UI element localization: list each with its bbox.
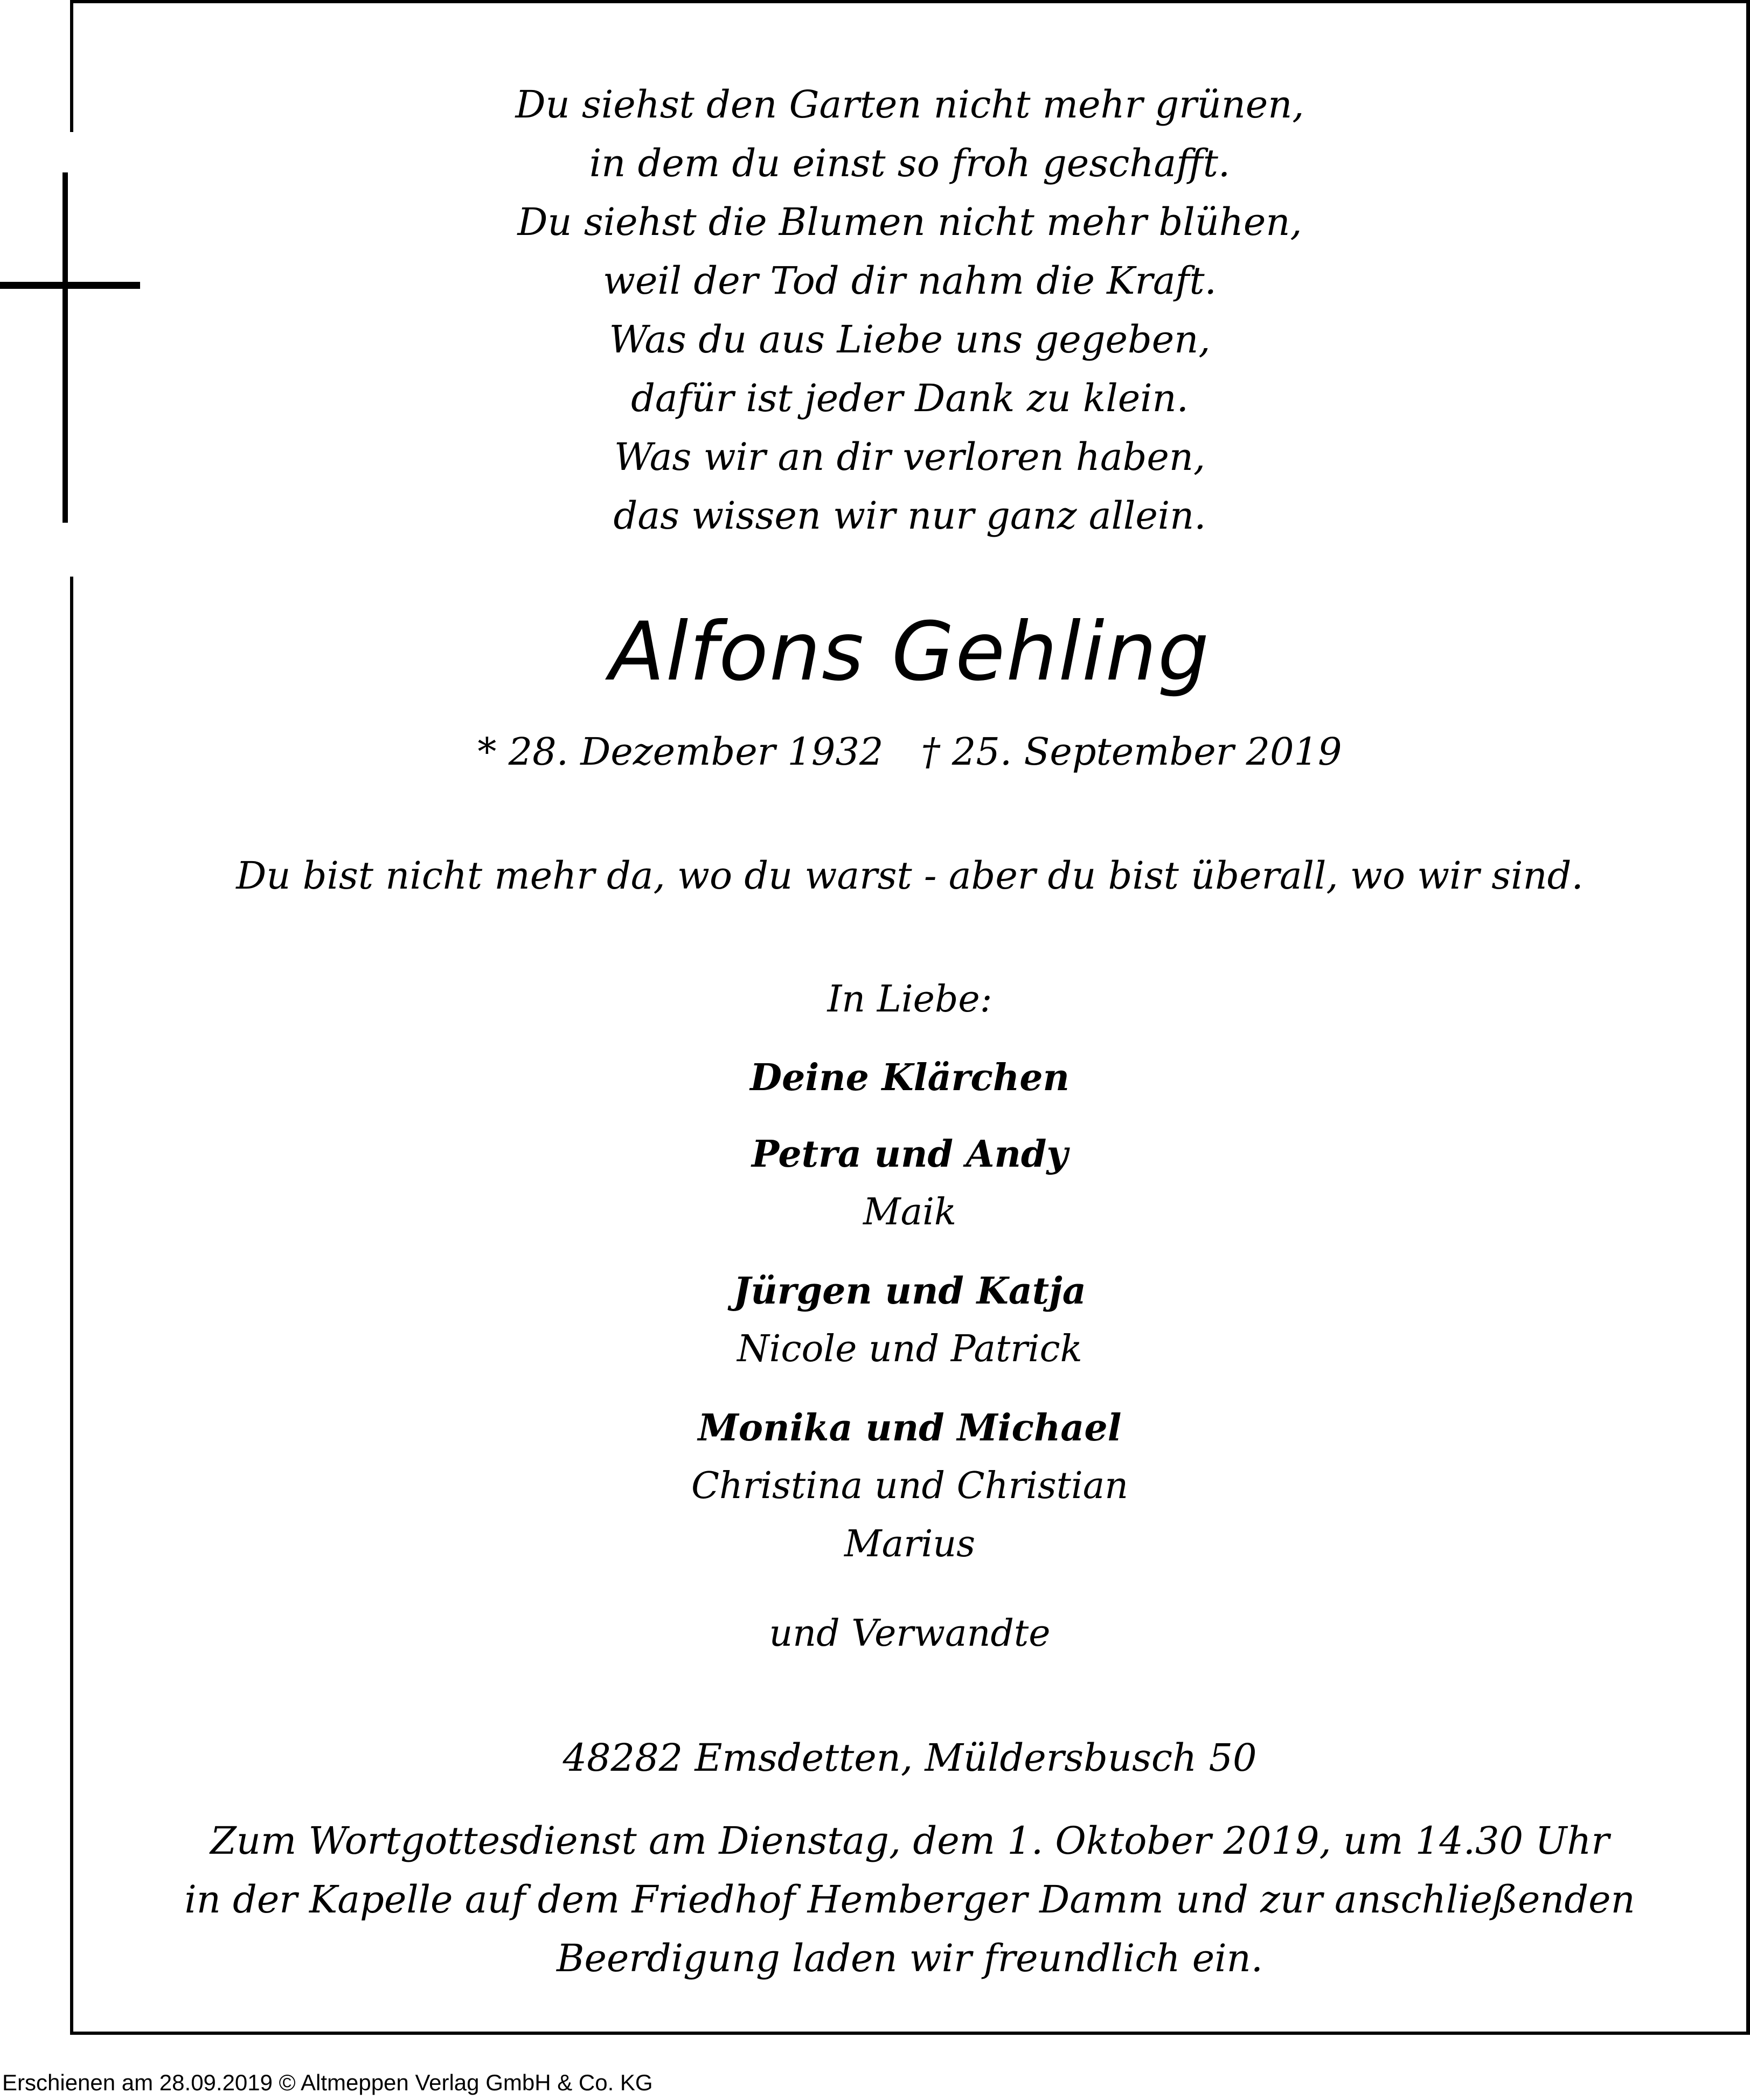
relatives: und Verwandte [769,1612,1051,1655]
family-sub-name: Maik [863,1191,957,1233]
birth-date: * 28. Dezember 1932 [477,730,884,774]
poem-line: dafür ist jeder Dank zu klein. [631,376,1189,420]
deceased-name: Alfons Gehling [609,605,1210,699]
frame-border-bottom [70,2032,1750,2035]
publication-footer: Erschienen am 28.09.2019 © Altmeppen Verlag GmbH & Co. KG [2,2070,653,2095]
poem-line: Was wir an dir verloren haben, [614,435,1206,479]
address: 48282 Emsdetten, Müldersbusch 50 [562,1736,1257,1780]
family-list [73,1051,1746,1596]
poem [73,75,1746,545]
death-date: † 25. September 2019 [921,730,1342,774]
service-line: in der Kapelle auf dem Friedhof Hemberger Damm und zur anschließenden [184,1877,1635,1922]
in-love-label: In Liebe: [827,978,992,1021]
family-sub-name: Marius [844,1523,976,1565]
funeral-service-info [73,1812,1746,1988]
poem-line: Du siehst die Blumen nicht mehr blühen, [517,200,1302,244]
family-main-name: Monika und Michael [698,1406,1122,1450]
family-main-name: Deine Klärchen [750,1056,1070,1099]
poem-line: Was du aus Liebe uns gegeben, [609,317,1211,362]
family-sub-name: Nicole und Patrick [737,1328,1082,1370]
life-dates [73,725,1746,779]
poem-line: Du siehst den Garten nicht mehr grünen, [515,82,1304,127]
family-group [73,1401,1746,1574]
family-main-name: Petra und Andy [752,1133,1068,1176]
family-group [73,1127,1746,1242]
frame-border-right [1746,0,1750,2035]
family-group [73,1264,1746,1378]
service-line: Zum Wortgottesdienst am Dienstag, dem 1. Oktober 2019, um 14.30 Uhr [210,1819,1609,1863]
poem-line: weil der Tod dir nahm die Kraft. [603,259,1217,303]
poem-line: in dem du einst so froh geschafft. [589,141,1231,185]
frame-border-top [70,0,1750,3]
poem-line: das wissen wir nur ganz allein. [613,494,1206,538]
motto: Du bist nicht mehr da, wo du warst - aber du bist überall, wo wir sind. [236,854,1584,898]
family-sub-name: Christina und Christian [691,1465,1129,1507]
family-group [73,1051,1746,1105]
service-line: Beerdigung laden wir freundlich ein. [557,1936,1263,1980]
family-main-name: Jürgen und Katja [733,1270,1086,1313]
cross-vertical-bar [63,172,68,523]
